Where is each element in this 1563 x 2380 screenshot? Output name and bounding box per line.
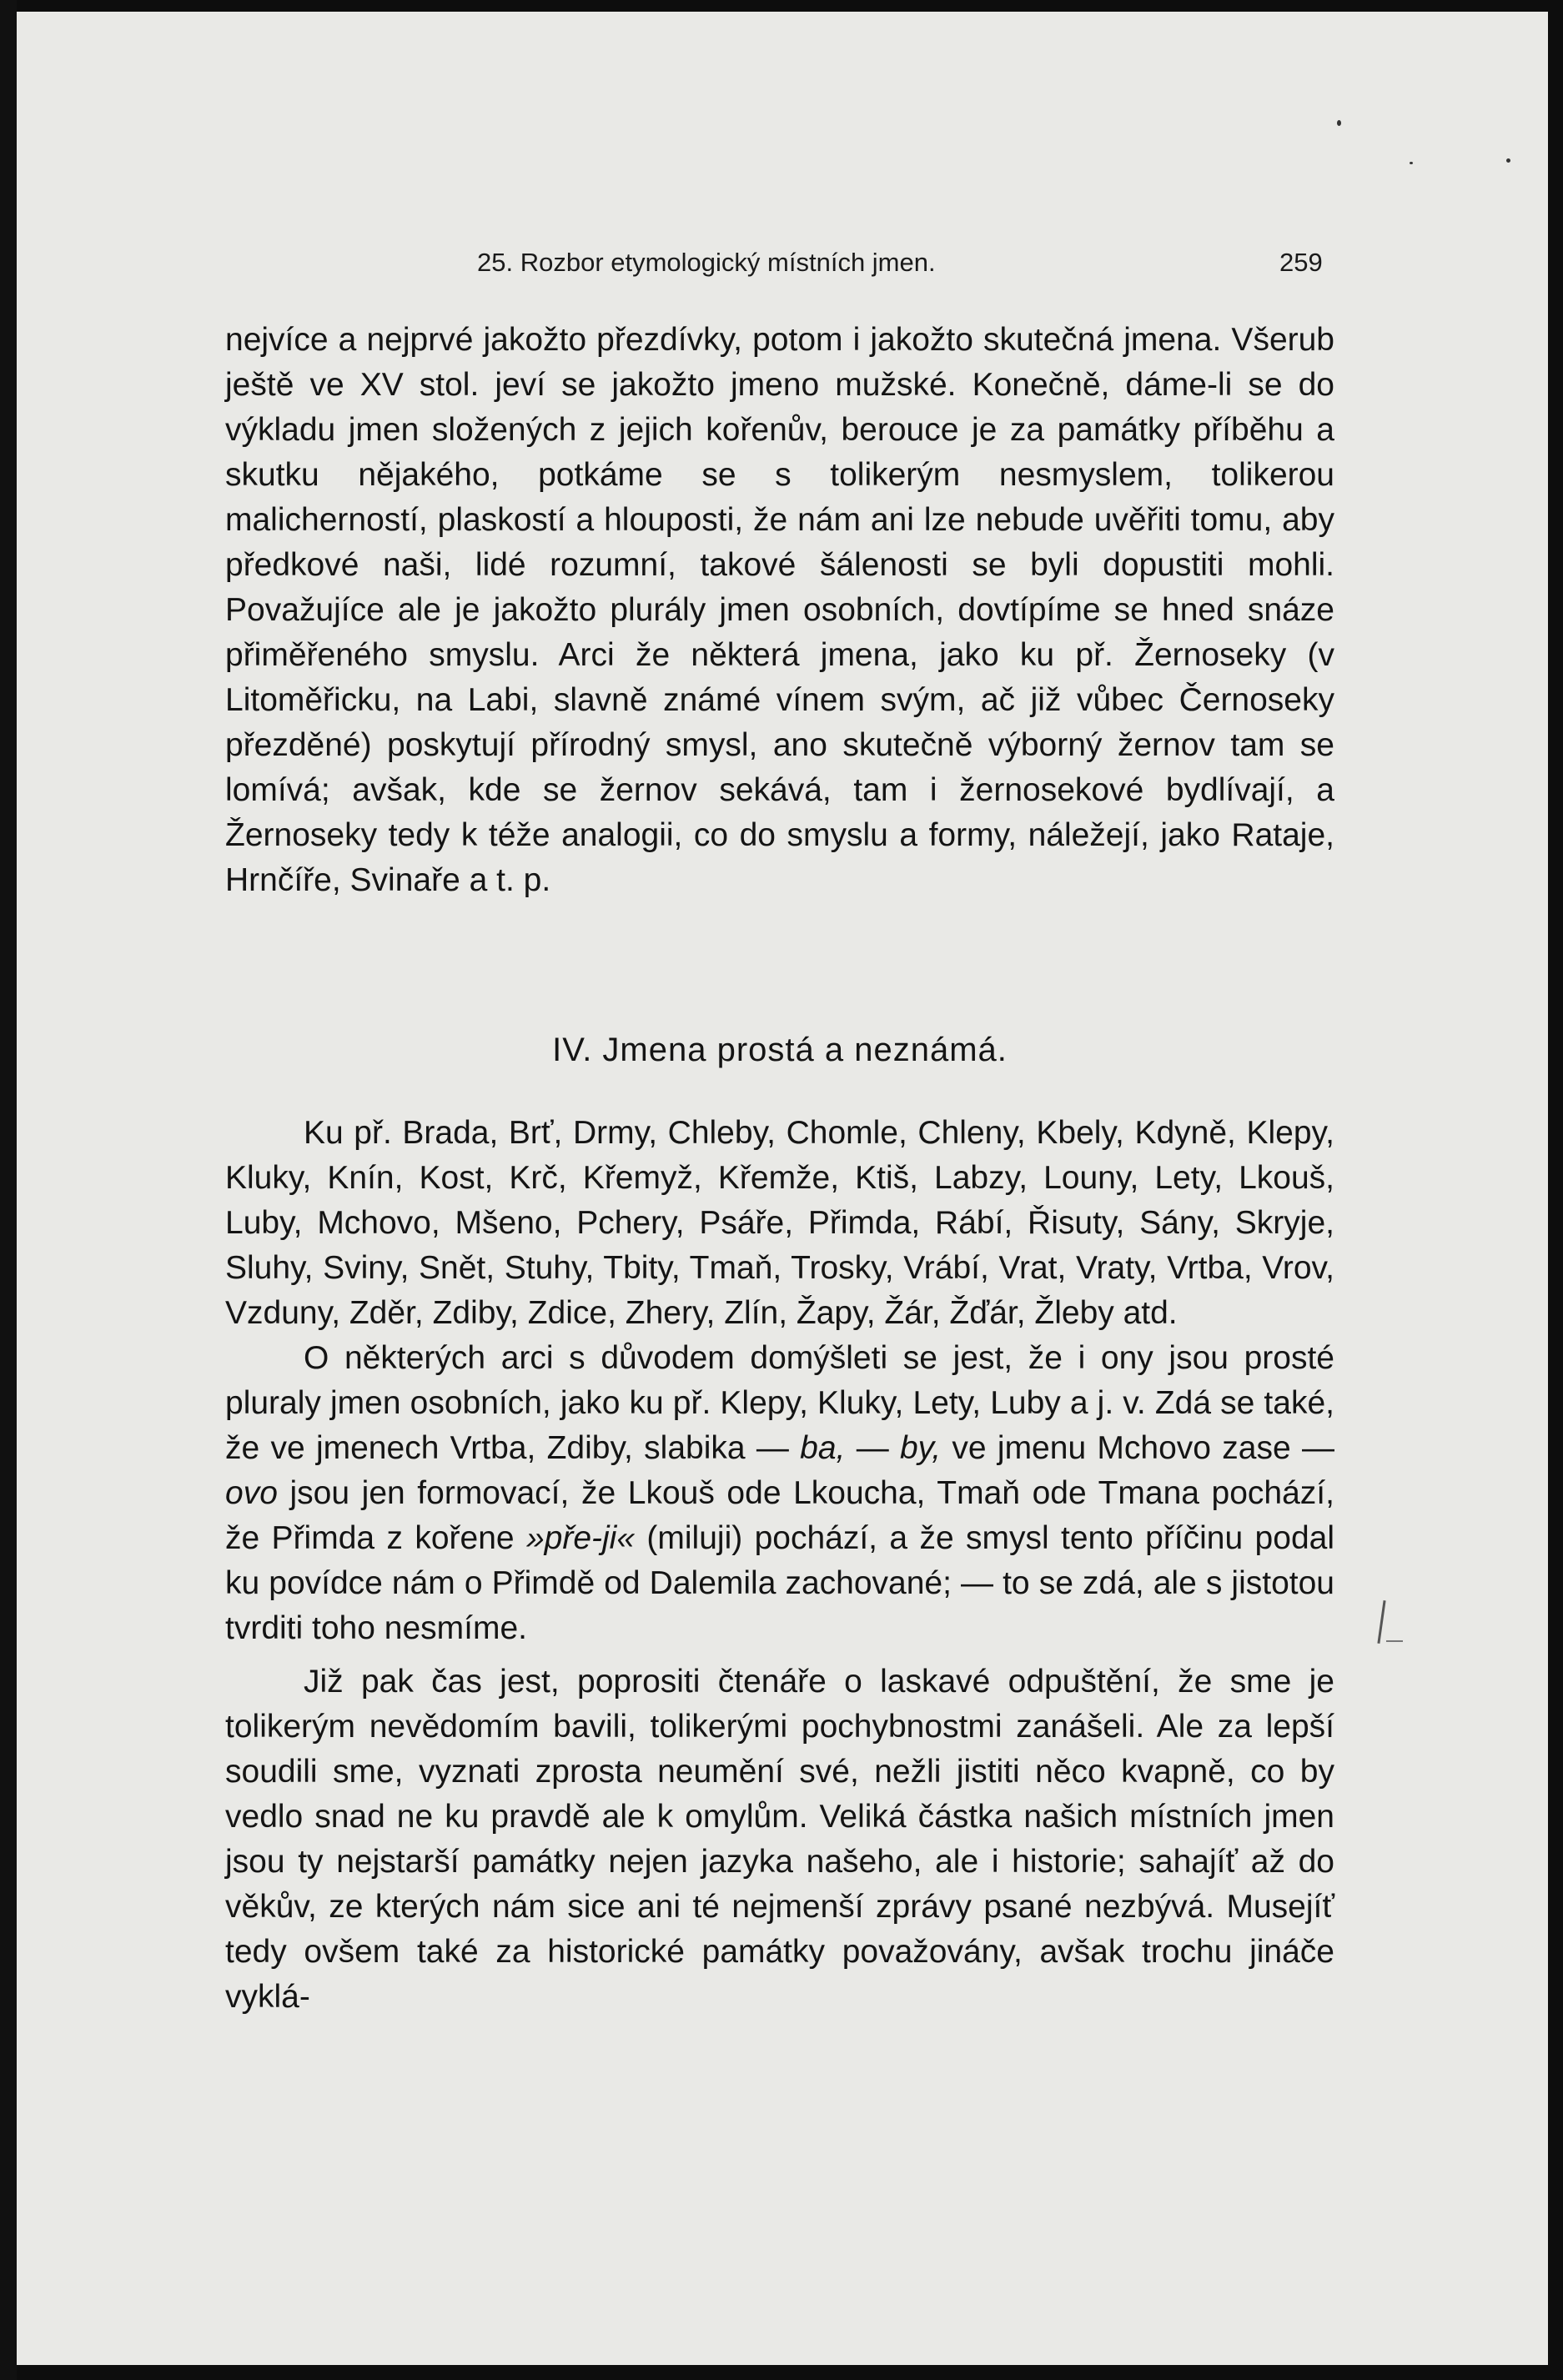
body-text-top: [225, 318, 1334, 903]
italic-root-word: »pře-ji«: [525, 1520, 636, 1556]
text-run: O některých arci s důvodem domýšleti se jest, že i ony jsou prosté pluraly jmen osobních, jako ku př. Klepy, Kluky, Lety, Luby a j. v. Zdá se také, že ve jmenech Vrtba, Zdiby, slabika —: [225, 1340, 1334, 1466]
paragraph: [225, 1336, 1334, 1651]
page-number: 259: [1279, 248, 1323, 277]
book-page: [17, 12, 1548, 2365]
paragraph: nejvíce a nejprvé jakožto přezdívky, potom i jakožto skutečná jmena. Všerub ještě ve XV stol. jeví se jakožto jmeno mužské. Konečně, dáme-li se do výkladu jmen složených z jejich kořenův, berouce je za památky příběhu a skutku nějakého, potkáme se s tolikerým nesmyslem, tolikerou malicherností, plaskostí a hlouposti, že nám ani lze nebude uvěřiti tomu, aby předkové naši, lidé rozumní, takové šálenosti se byli dopustiti mohli. Považujíce ale je jakožto plurály jmen osobních, dovtípíme se hned snáze přiměřeného smyslu. Arci že některá jmena, jako ku př. Žernoseky (v Litoměřicku, na Labi, slavně známé vínem svým, ač již vůbec Černoseky přezděné) poskytují přírodný smysl, ano skutečně výborný žernov tam se lomívá; avšak, kde se žernov sekává, tam i žernosekové bydlívají, a Žernoseky tedy k téže analogii, co do smyslu a formy, náležejí, jako Rataje, Hrnčíře, Svinaře a t. p.: [225, 322, 1334, 898]
section-heading: IV. Jmena prostá a neznámá.: [552, 1032, 1008, 1068]
scan-speck: [1506, 158, 1510, 163]
text-run: (miluji) pochází, a že smysl tento příčinu podal ku povídce nám o Přimdě od Dalemila zachované; — to se zdá, ale s jistotou tvrditi toho nesmíme.: [225, 1520, 1334, 1646]
body-text-section: [225, 1111, 1334, 2020]
text-run: ve jmenu Mchovo zase —: [952, 1430, 1334, 1466]
italic-syllable: ba,: [800, 1430, 846, 1466]
italic-syllable: by,: [899, 1430, 942, 1466]
paragraph: Již pak čas jest, poprositi čtenáře o laskavé odpuštění, že sme je tolikerým nevědomím bavili, tolikerými pochybnostmi zanášeli. Ale za lepší soudili sme, vyznati zprosta neumění své, nežli jistiti něco kvapně, co by vedlo snad ne ku pravdě ale k omylům. Veliká částka našich místních jmen jsou ty nejstarší památky nejen jazyka našeho, ale i historie; sahajíť až do věkův, ze kterých nám sice ani té nejmenší zprávy psané nezbývá. Musejíť tedy ovšem také za historické památky považovány, avšak trochu jináče vyklá-: [225, 1664, 1334, 2015]
italic-syllable: ovo: [225, 1475, 278, 1511]
scan-speck: [1337, 120, 1341, 126]
margin-pencil-dash: [1386, 1640, 1403, 1642]
text-run: jsou jen formovací, že Lkouš ode Lkoucha, Tmaň ode Tmana pochází, že Přimda z kořene: [225, 1475, 1334, 1556]
text-run: —: [856, 1430, 889, 1466]
paragraph: Ku př. Brada, Brť, Drmy, Chleby, Chomle, Chleny, Kbely, Kdyně, Klepy, Kluky, Knín, Kost, Krč, Křemyž, Křemže, Ktiš, Labzy, Louny, Lety, Lkouš, Luby, Mchovo, Mšeno, Pchery, Psáře, Přimda, Rábí, Řisuty, Sány, Skryje, Sluhy, Sviny, Snět, Stuhy, Tbity, Tmaň, Trosky, Vrábí, Vrat, Vraty, Vrtba, Vrov, Vzduny, Zděr, Zdiby, Zdice, Zhery, Zlín, Žapy, Žár, Žďár, Žleby atd.: [225, 1115, 1334, 1331]
margin-pencil-mark: [1377, 1600, 1385, 1644]
scan-left-edge: [0, 0, 17, 2380]
scan-speck: [1410, 162, 1413, 164]
running-header: 25. Rozbor etymologický místních jmen.: [477, 248, 936, 277]
